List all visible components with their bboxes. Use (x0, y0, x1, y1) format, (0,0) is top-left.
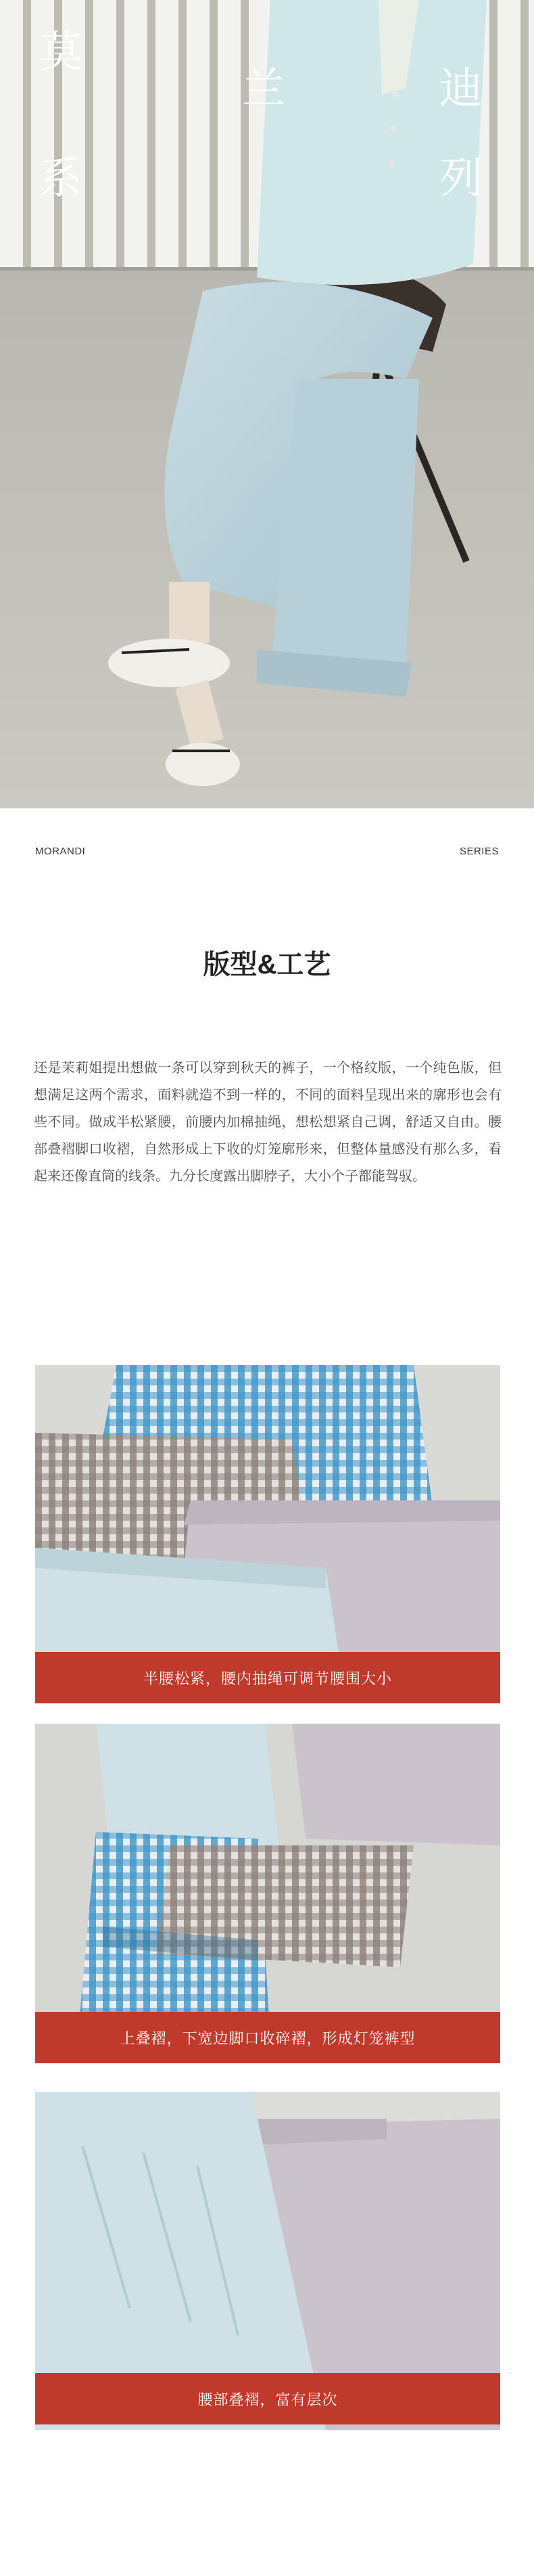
folded-pants-illustration (35, 1724, 500, 2062)
feature-caption: 上叠褶，下宽边脚口收碎褶，形成灯笼裤型 (35, 2012, 500, 2063)
hero-title-char: 兰 (242, 64, 285, 114)
hero-title-char: 系 (39, 154, 82, 204)
section-heading: 版型&工艺 (203, 950, 331, 980)
feature-caption: 腰部叠褶，富有层次 (35, 2373, 500, 2424)
feature-photo-hem (35, 1724, 500, 2062)
model-illustration (0, 0, 534, 808)
hero-title-char: 列 (439, 154, 483, 204)
hero-title-char: 迪 (439, 64, 483, 114)
description-paragraph: 还是茉莉姐提出想做一条可以穿到秋天的裤子，一个格纹版，一个纯色版，但想满足这两个需求，面料就造不到一样的，不同的面料呈现出来的廓形也会有些不同。做成半松紧腰，前腰内加棉抽绳，想松想紧自己调，舒适又自由。腰部叠褶脚口收褶，自然形成上下收的灯笼廓形来，但整体量感没有那么多，看起来还像直筒的线条。九分长度露出脚脖子，大小个子都能驾驭。 (34, 1059, 502, 1184)
series-label-left: MORANDI (35, 846, 86, 857)
feature-caption: 半腰松紧，腰内抽绳可调节腰围大小 (35, 1652, 500, 1703)
series-label-right: SERIES (459, 846, 499, 857)
hero-photo (0, 0, 534, 808)
hero-title-char: 莫 (39, 28, 82, 78)
